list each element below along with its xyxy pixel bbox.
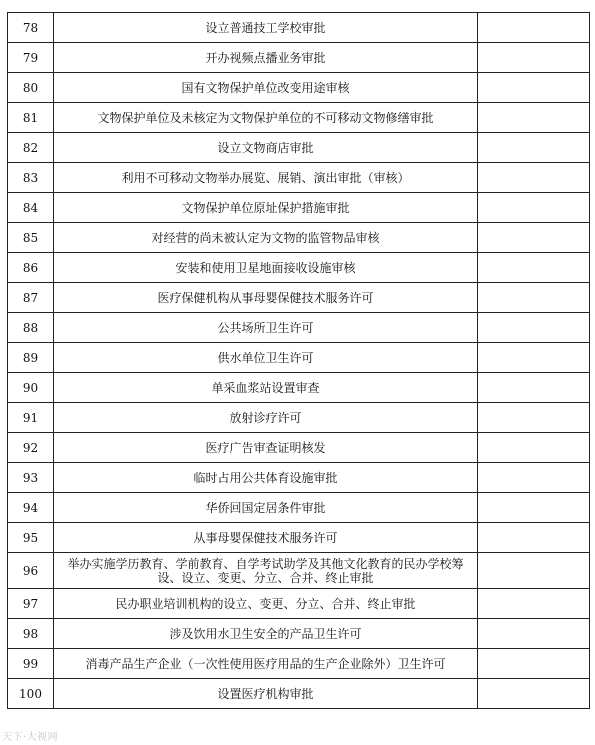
remarks-cell [478,433,590,463]
remarks-cell [478,43,590,73]
item-name-cell: 从事母婴保健技术服务许可 [54,523,478,553]
remarks-cell [478,343,590,373]
table-row [8,103,590,133]
table-row [8,523,590,553]
row-number-cell: 89 [8,343,54,373]
remarks-cell [478,679,590,709]
table-row [8,193,590,223]
row-number-cell: 80 [8,73,54,103]
remarks-cell [478,619,590,649]
remarks-cell [478,463,590,493]
table-row [8,373,590,403]
table-row [8,133,590,163]
row-number-cell: 85 [8,223,54,253]
table-row [8,649,590,679]
remarks-cell [478,493,590,523]
row-number-cell: 93 [8,463,54,493]
row-number-cell: 88 [8,313,54,343]
item-name-cell: 文物保护单位原址保护措施审批 [54,193,478,223]
remarks-cell [478,133,590,163]
table-row [8,589,590,619]
item-name-cell: 医疗广告审查证明核发 [54,433,478,463]
item-name-cell: 临时占用公共体育设施审批 [54,463,478,493]
table-row [8,403,590,433]
item-name-cell: 文物保护单位及未核定为文物保护单位的不可移动文物修缮审批 [54,103,478,133]
row-number-cell: 98 [8,619,54,649]
table-row [8,553,590,589]
row-number-cell: 96 [8,553,54,589]
table-row [8,13,590,43]
table-row [8,283,590,313]
table-row [8,43,590,73]
item-name-cell: 设置医疗机构审批 [54,679,478,709]
row-number-cell: 91 [8,403,54,433]
item-name-cell: 放射诊疗许可 [54,403,478,433]
row-number-cell: 92 [8,433,54,463]
approval-items-table [7,12,590,709]
item-name-cell: 消毒产品生产企业（一次性使用医疗用品的生产企业除外）卫生许可 [54,649,478,679]
remarks-cell [478,373,590,403]
remarks-cell [478,649,590,679]
remarks-cell [478,283,590,313]
remarks-cell [478,103,590,133]
table-row [8,619,590,649]
row-number-cell: 87 [8,283,54,313]
item-name-cell: 医疗保健机构从事母婴保健技术服务许可 [54,283,478,313]
row-number-cell: 90 [8,373,54,403]
item-name-cell: 单采血浆站设置审查 [54,373,478,403]
table-row [8,223,590,253]
row-number-cell: 100 [8,679,54,709]
remarks-cell [478,13,590,43]
item-name-cell: 公共场所卫生许可 [54,313,478,343]
item-name-cell: 利用不可移动文物举办展览、展销、演出审批（审核） [54,163,478,193]
table-row [8,163,590,193]
table-body [8,13,590,709]
item-name-cell: 安装和使用卫星地面接收设施审核 [54,253,478,283]
item-name-cell: 举办实施学历教育、学前教育、自学考试助学及其他文化教育的民办学校筹设、设立、变更、分立、合并、终止审批 [54,553,478,589]
row-number-cell: 79 [8,43,54,73]
remarks-cell [478,553,590,589]
item-name-cell: 涉及饮用水卫生安全的产品卫生许可 [54,619,478,649]
row-number-cell: 95 [8,523,54,553]
table-row [8,433,590,463]
remarks-cell [478,223,590,253]
row-number-cell: 97 [8,589,54,619]
table-row [8,679,590,709]
item-name-cell: 国有文物保护单位改变用途审核 [54,73,478,103]
item-name-cell: 设立文物商店审批 [54,133,478,163]
item-name-cell: 开办视频点播业务审批 [54,43,478,73]
remarks-cell [478,193,590,223]
row-number-cell: 81 [8,103,54,133]
row-number-cell: 78 [8,13,54,43]
remarks-cell [478,589,590,619]
row-number-cell: 84 [8,193,54,223]
table-row [8,493,590,523]
row-number-cell: 82 [8,133,54,163]
table-row [8,253,590,283]
row-number-cell: 83 [8,163,54,193]
table-row [8,313,590,343]
item-name-cell: 设立普通技工学校审批 [54,13,478,43]
remarks-cell [478,523,590,553]
remarks-cell [478,73,590,103]
row-number-cell: 86 [8,253,54,283]
remarks-cell [478,313,590,343]
table-row [8,463,590,493]
remarks-cell [478,403,590,433]
item-name-cell: 对经营的尚未被认定为文物的监管物品审核 [54,223,478,253]
table-row [8,73,590,103]
remarks-cell [478,163,590,193]
item-name-cell: 供水单位卫生许可 [54,343,478,373]
watermark-logo: 天下·大视网 [2,732,59,743]
item-name-cell: 华侨回国定居条件审批 [54,493,478,523]
item-name-cell: 民办职业培训机构的设立、变更、分立、合并、终止审批 [54,589,478,619]
row-number-cell: 94 [8,493,54,523]
row-number-cell: 99 [8,649,54,679]
remarks-cell [478,253,590,283]
table-row [8,343,590,373]
